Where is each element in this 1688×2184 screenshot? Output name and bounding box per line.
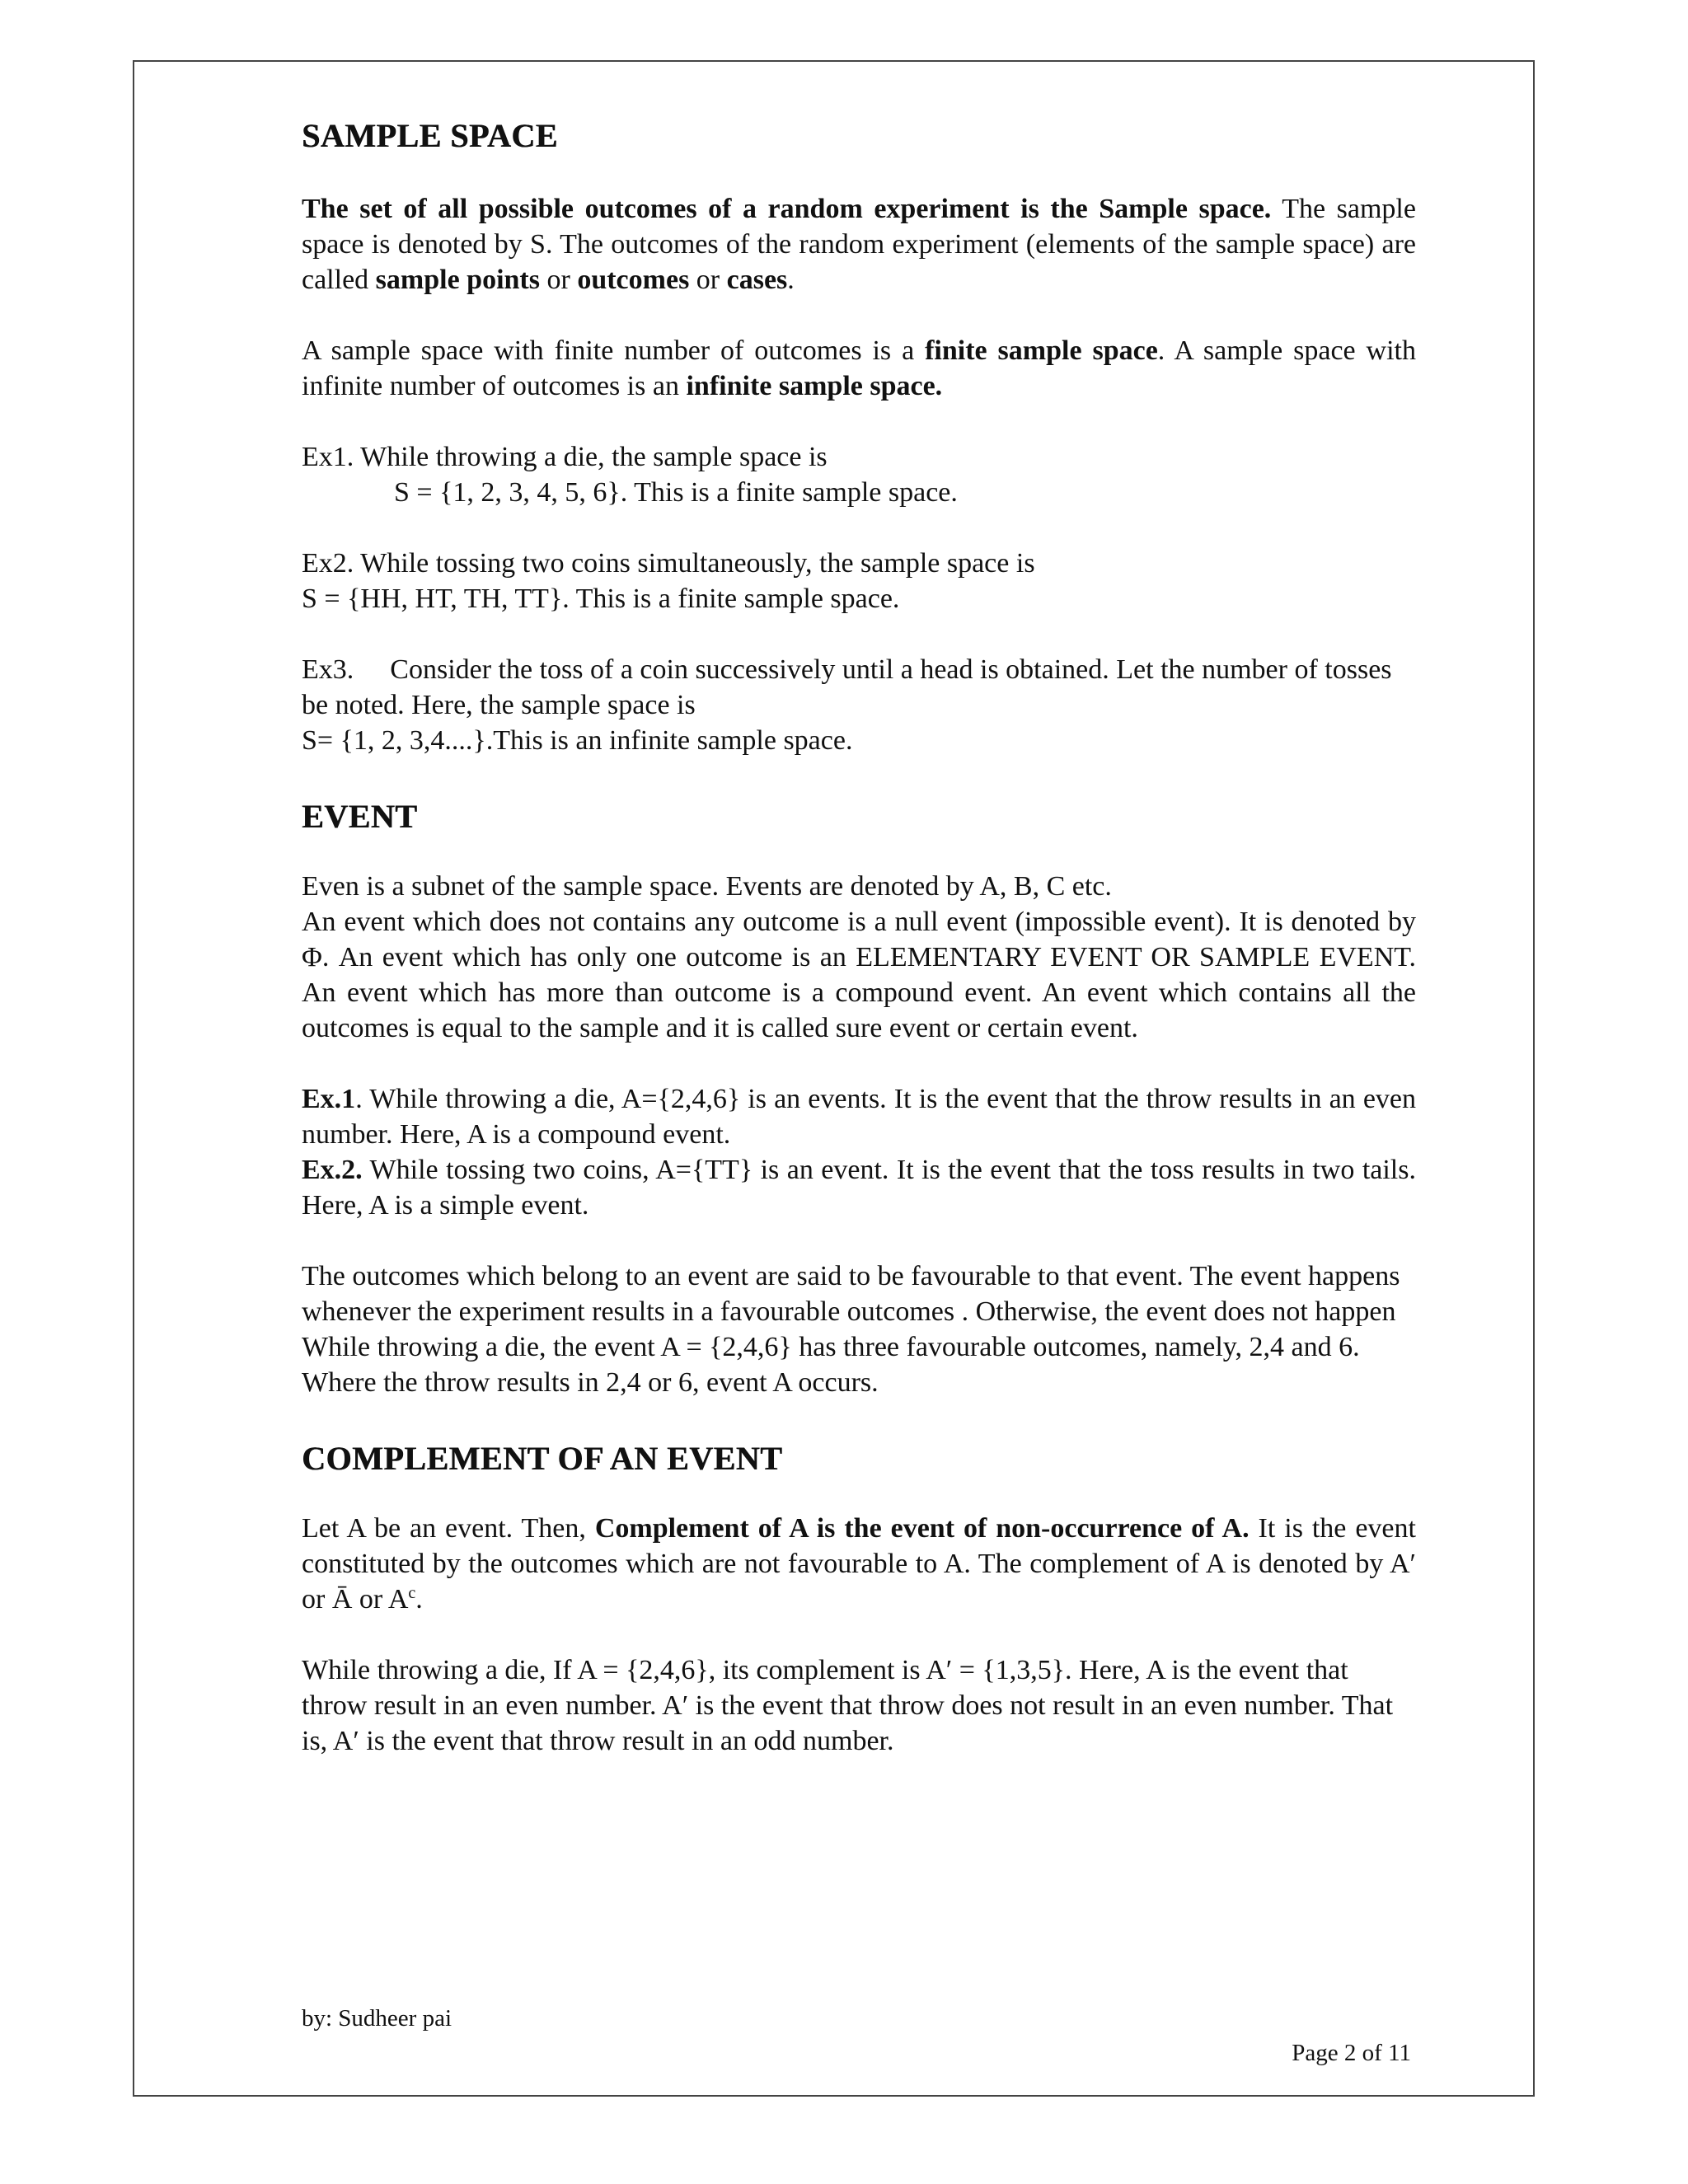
event-example-2: Ex.2. While tossing two coins, A={TT} is an event. It is the event that the toss results in two tails. Here, A is a simple event.	[302, 1155, 1416, 1221]
example-1-line-1: Ex1. While throwing a die, the sample space is	[302, 442, 828, 472]
sample-space-definition: The set of all possible outcomes of a random experiment is the Sample space. The sample space is denoted by S. The outcomes of the random experiment (elements of the sample space) are called sample points or outcomes or cases.	[302, 194, 1416, 295]
favourable-outcomes-paragraph: The outcomes which belong to an event are said to be favourable to that event. The event happens whenever the experiment results in a favourable outcomes . Otherwise, the event does not happen	[302, 1261, 1400, 1327]
document-body	[302, 115, 1416, 1759]
heading-complement: COMPLEMENT OF AN EVENT	[302, 1440, 783, 1477]
event-definition-line: Even is a subnet of the sample space. Events are denoted by A, B, C etc.	[302, 871, 1112, 902]
example-2-line-2: S = {HH, HT, TH, TT}. This is a finite sample space.	[302, 583, 900, 614]
heading-sample-space: SAMPLE SPACE	[302, 117, 558, 154]
heading-event: EVENT	[302, 798, 418, 835]
page-number: Page 2 of 11	[1292, 2040, 1411, 2066]
example-1-line-2: S = {1, 2, 3, 4, 5, 6}. This is a finite sample space.	[394, 477, 958, 508]
example-3-line-3: S= {1, 2, 3,4....}.This is an infinite sample space.	[302, 725, 853, 756]
complement-example: While throwing a die, If A = {2,4,6}, its complement is A′ = {1,3,5}. Here, A is the event that throw result in an even number. A′ is the event that throw does not result in an even number. That is, A′ is the event that throw result in an odd number.	[302, 1655, 1394, 1756]
finite-infinite-paragraph: A sample space with finite number of outcomes is a finite sample space. A sample space with infinite number of outcomes is an infinite sample space.	[302, 335, 1416, 401]
complement-definition: Let A be an event. Then, Complement of A is the event of non-occurrence of A. It is the event constituted by the outcomes which are not favourable to A. The complement of A is denoted by A′ or Ā or $A^c$.	[302, 1513, 1416, 1615]
event-example-1: Ex.1. While throwing a die, A={2,4,6} is an events. It is the event that the throw results in an even number. Here, A is a compound event.	[302, 1084, 1416, 1150]
event-types-paragraph: An event which does not contains any outcome is a null event (impossible event). It is denoted by Φ. An event which has only one outcome is an ELEMENTARY EVENT OR SAMPLE EVENT. An event which has more than outcome is a compound event. An event which contains all the outcomes is equal to the sample and it is called sure event or certain event.	[302, 907, 1416, 1043]
definition-bold: The set of all possible outcomes of a random experiment is the Sample space.	[302, 194, 1272, 224]
favourable-example-paragraph: While throwing a die, the event A = {2,4,6} has three favourable outcomes, namely, 2,4 and 6. Where the throw results in 2,4 or 6, event A occurs.	[302, 1332, 1360, 1398]
footer-author: by: Sudheer pai	[302, 2005, 452, 2032]
example-2-line-1: Ex2. While tossing two coins simultaneously, the sample space is	[302, 548, 1035, 579]
example-3-text: Ex3. Consider the toss of a coin successively until a head is obtained. Let the number of tosses be noted. Here, the sample space is	[302, 654, 1392, 720]
